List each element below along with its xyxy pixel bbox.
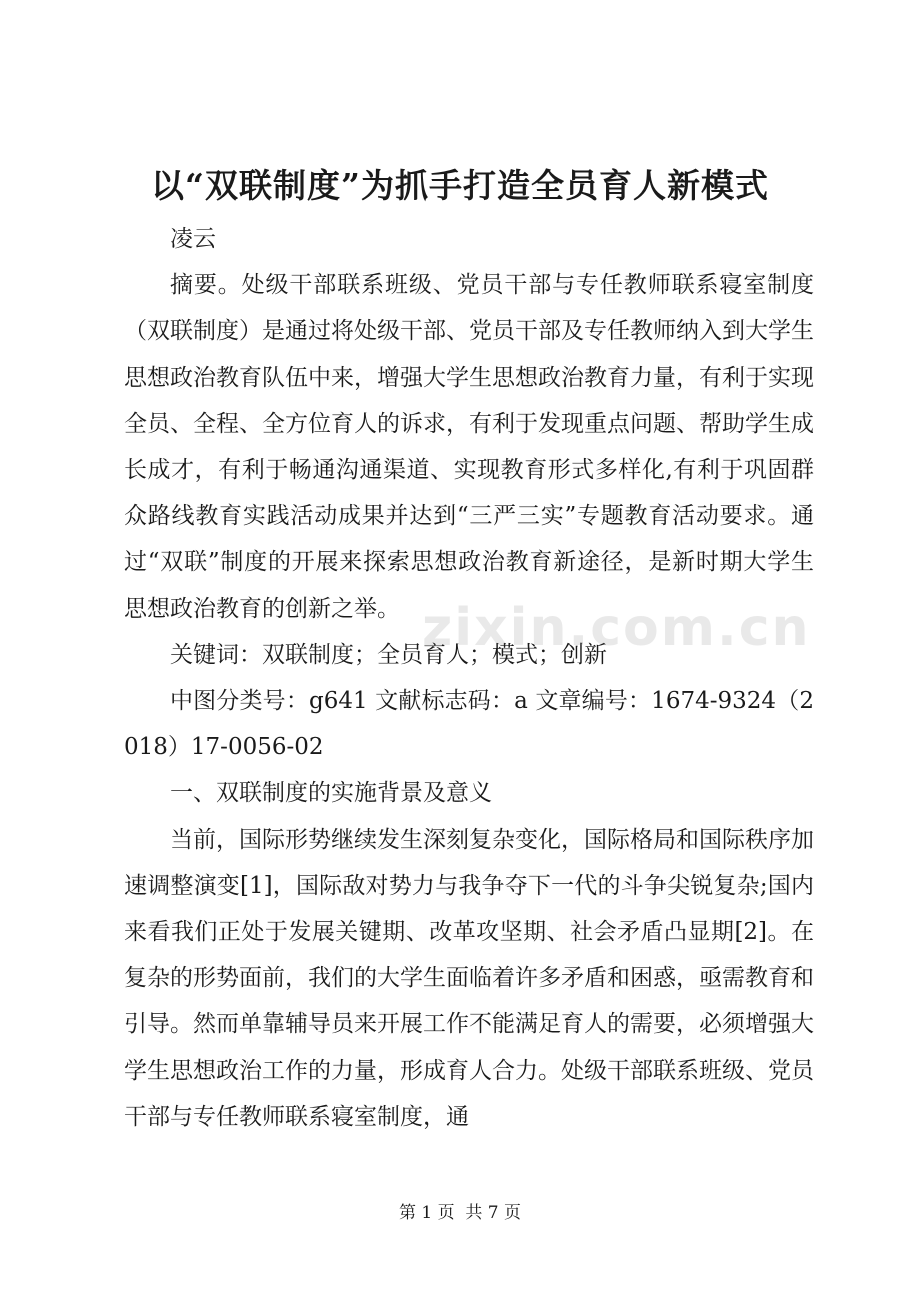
section-heading: 一、双联制度的实施背景及意义	[170, 780, 492, 807]
body-paragraph: 当前，国际形势继续发生深刻复杂变化，国际格局和国际秩序加速调整演变[1]，国际敌对势力与我争夺下一代的斗争尖锐复杂;国内来看我们正处于发展关键期、改革攻坚期、社会矛盾凸显期[2]。在复杂的形势面前，我们的大学生面临着许多矛盾和困惑，亟需教育和引导。然而单靠辅导员来开展工作不能满足育人的需要，必须增强大学生思想政治工作的力量，形成育人合力。处级干部联系班级、党员干部与专任教师联系寝室制度，通	[124, 826, 814, 1130]
document-body	[124, 216, 814, 1140]
document-title: 以“双联制度”为抓手打造全员育人新模式	[151, 166, 769, 205]
abstract-paragraph: 摘要。处级干部联系班级、党员干部与专任教师联系寝室制度（双联制度）是通过将处级干部、党员干部及专任教师纳入到大学生思想政治教育队伍中来，增强大学生思想政治教育力量，有利于实现全员、全程、全方位育人的诉求，有利于发现重点问题、帮助学生成长成才，有利于畅通沟通渠道、实现教育形式多样化,有利于巩固群众路线教育实践活动成果并达到“三严三实”专题教育活动要求。通过“双联”制度的开展来探索思想政治教育新途径，是新时期大学生思想政治教育的创新之举。	[124, 272, 814, 622]
watermark-text: zixin.com.cn	[422, 598, 811, 658]
page-footer	[0, 1201, 920, 1225]
author-line: 凌云	[170, 226, 216, 252]
page-number: 第 1 页 共 7 页	[398, 1203, 522, 1223]
keywords-line: 关键词：双联制度；全员育人；模式；创新	[170, 641, 607, 668]
classification-line: 中图分类号：g641 文献标志码：a 文章编号：1674-9324（2018）17-0056-02	[124, 688, 814, 761]
